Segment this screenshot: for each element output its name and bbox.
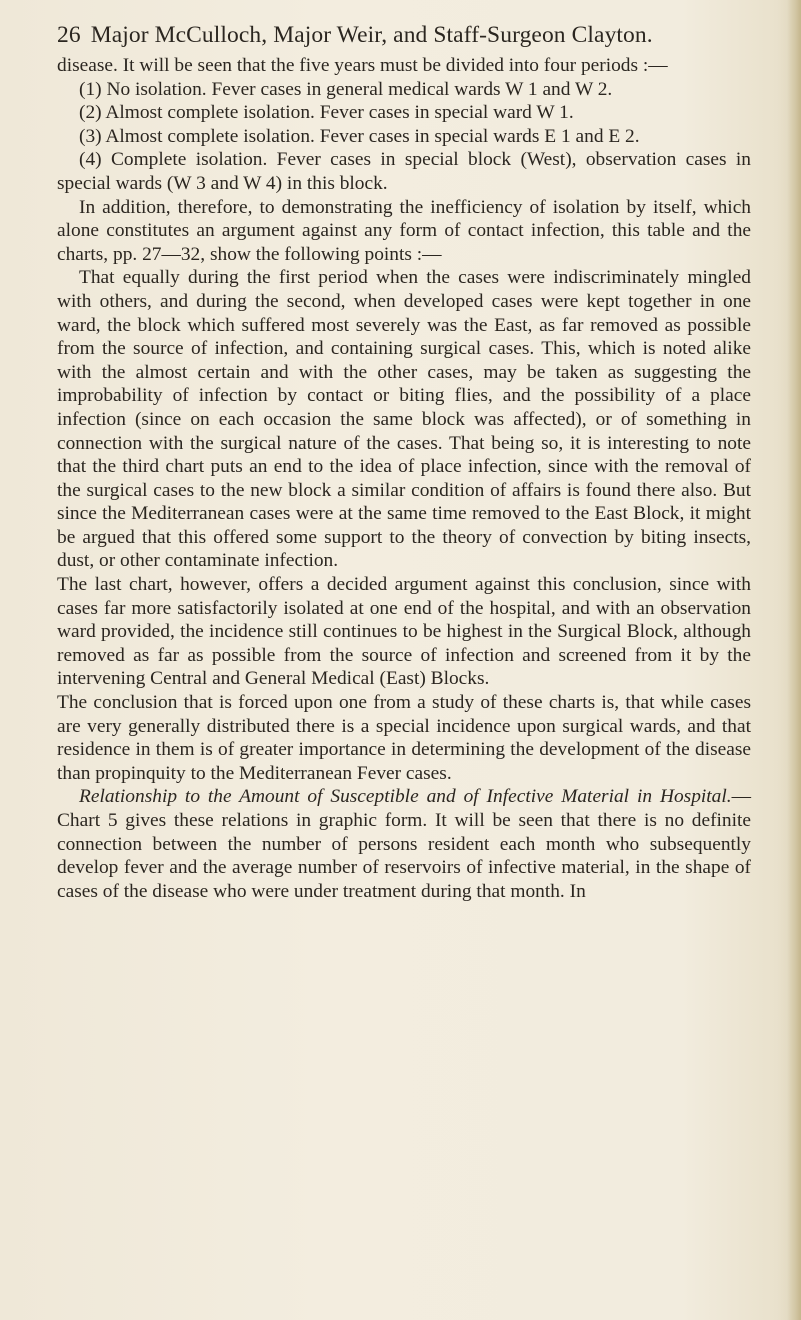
running-title: Major McCulloch, Major Weir, and Staff-Surgeon Clayton. <box>90 22 653 48</box>
paragraph-relationship <box>57 785 751 903</box>
list-item-period-3 <box>57 125 751 149</box>
paragraph-intro: disease. It will be seen that the five years must be divided into four periods :— <box>57 55 668 76</box>
paragraph-first-period: That equally during the first period when the cases were indiscriminately mingled with others, and during the second, when developed cases were kept together in one ward, the block which suffered most severely was the East, as far removed as possible from the source of infection, and containing surgical cases. This, which is noted alike with the almost certain and with the other cases, may be taken as suggesting the improbability of infection by contact or biting flies, and the possibility of a place infection (since on each occasion the same block was affected), or of something in connection with the surgical nature of the cases. That being so, it is interesting to note that the third chart puts an end to the idea of place infection, since with the removal of the surgical cases to the new block a similar condition of affairs is found there also. But since the Mediterranean cases were at the same time removed to the East Block, it might be argued that this offered some support to the theory of convection by biting insects, dust, or other contaminate infection. <box>57 267 751 572</box>
running-head <box>57 20 751 50</box>
page-number: 26 <box>57 22 81 48</box>
list-item-period-3-line-1: (3) Almost complete isolation. Fever cases in special wards E 1 <box>79 125 571 147</box>
list-item-period-3-line-2: and E 2. <box>575 125 640 147</box>
page-content <box>57 20 751 903</box>
paragraph-conclusion: The conclusion that is forced upon one from a study of these charts is, that while cases are very generally distributed there is a special incidence upon surgical wards, and that residence in them is of greater importance in determining the development of the disease than propinquity to the Mediterranean Fever cases. <box>57 692 751 784</box>
paragraph-relationship-body: —Chart 5 gives these relations in graphic form. It will be seen that there is no definite connection between the number of persons resident each month who subsequently develop fever and the average number of reservoirs of infective material, in the shape of cases of the disease who were under treatment during that month. In <box>57 786 751 902</box>
paragraph-last-chart: The last chart, however, offers a decided argument against this conclusion, since with cases far more satisfactorily isolated at one end of the hospital, and with an observation ward provided, the incidence still continues to be highest in the Surgical Block, although removed as far as possible from the source of infection and screened from it by the intervening Central and General Medical (East) Blocks. <box>57 574 751 690</box>
paragraph-inefficiency: In addition, therefore, to demonstrating the inefficiency of isolation by itself, which alone constitutes an argument against any form of contact infection, this table and the charts, pp. 27—32, show the following points :— <box>57 196 751 265</box>
list-item-period-1: (1) No isolation. Fever cases in general medical wards W 1 and W 2. <box>79 78 613 100</box>
list-item-period-2: (2) Almost complete isolation. Fever cases in special ward W 1. <box>79 102 574 124</box>
page-edge <box>787 0 801 1320</box>
body-text <box>57 54 751 903</box>
list-item-period-4: (4) Complete isolation. Fever cases in special block (West), observation cases in special wards (W 3 and W 4) in this block. <box>57 149 751 194</box>
section-heading-relationship: Relationship to the Amount of Susceptible and of Infective Material in Hospital. <box>79 786 732 808</box>
